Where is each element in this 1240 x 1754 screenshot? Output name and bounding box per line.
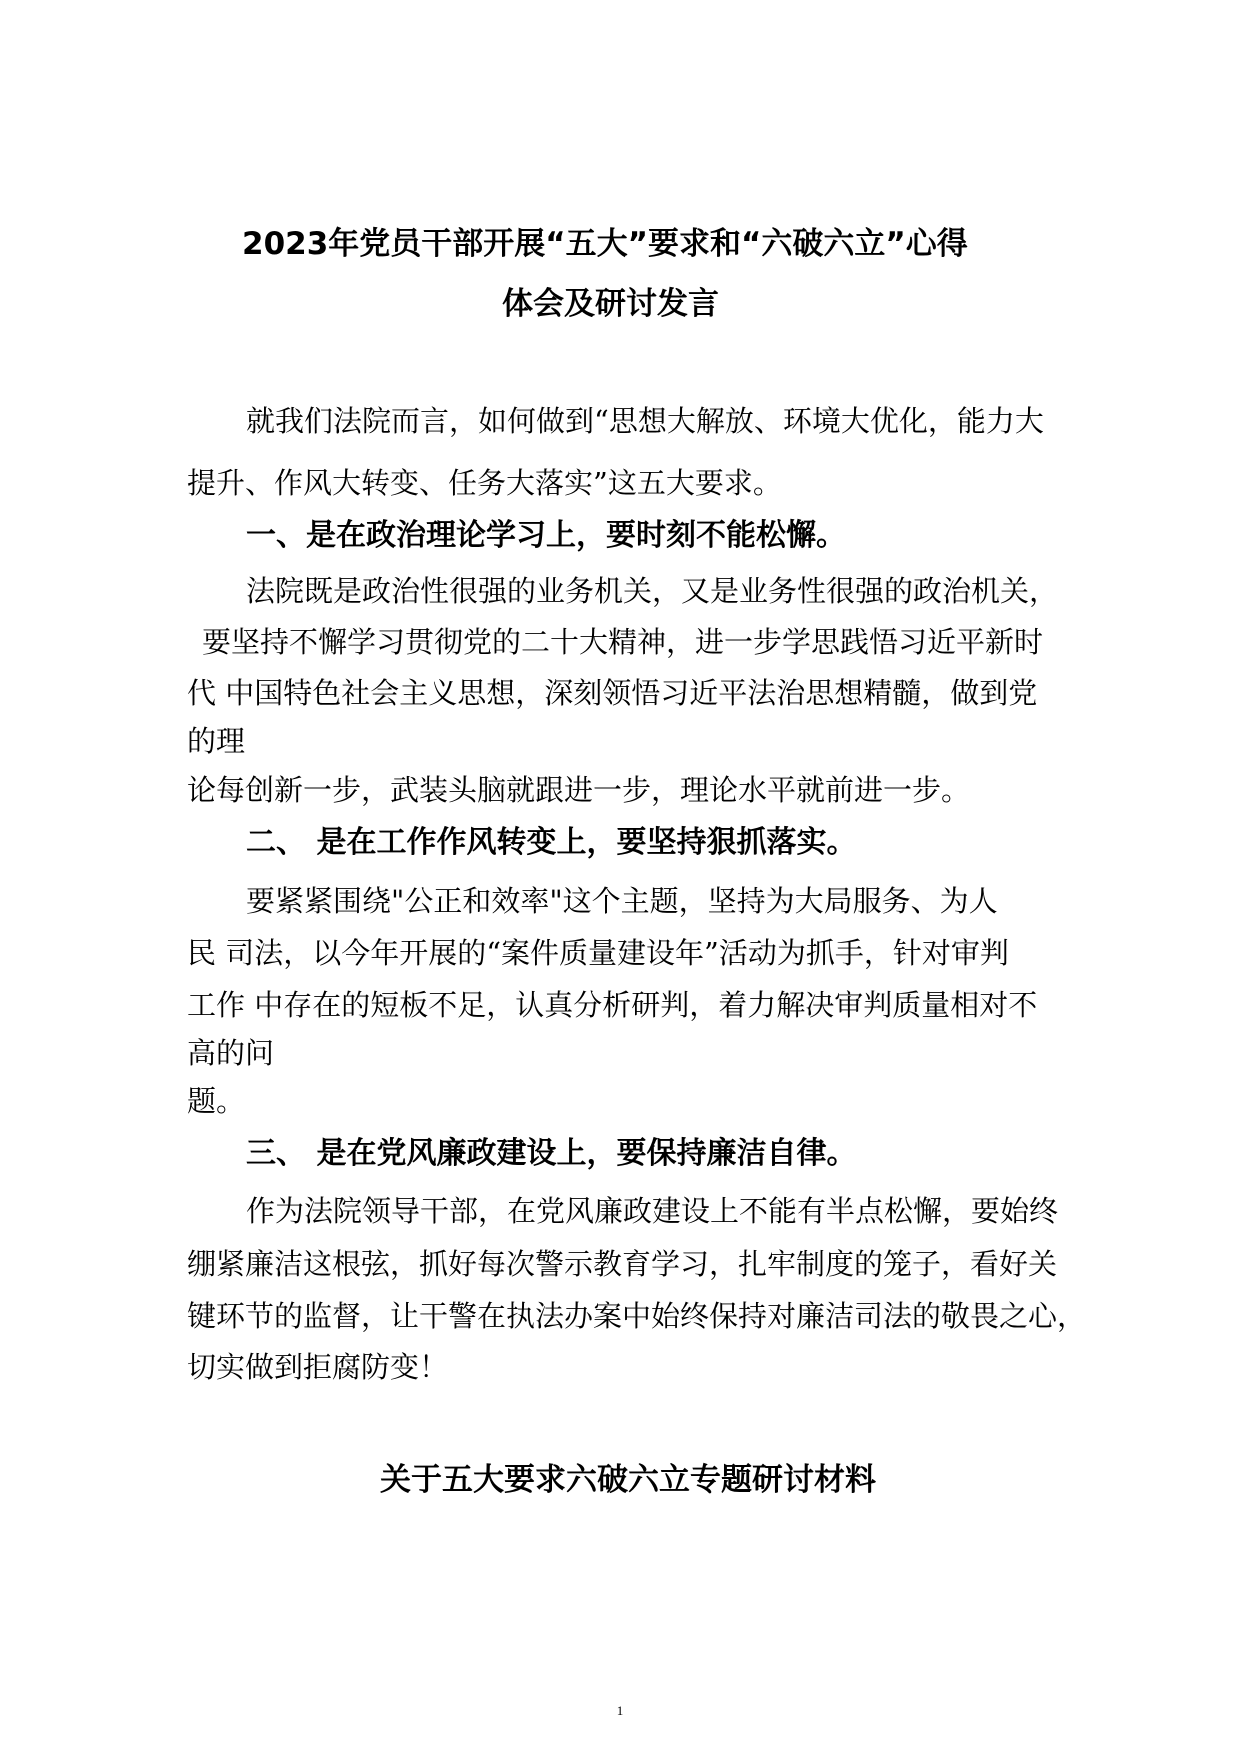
paragraph-1-line-2: 要坚持不懈学习贯彻党的二十大精神，进一步学思践悟习近平新时 — [202, 625, 1044, 659]
paragraph-3-line-3: 键环节的监督，让干警在执法办案中始终保持对廉洁司法的敬畏之心， — [187, 1299, 1087, 1333]
paragraph-3-line-1: 作为法院领导干部，在党风廉政建设上不能有半点松懈，要始终 — [246, 1194, 1059, 1228]
paragraph-3-line-4: 切实做到拒腐防变！ — [187, 1350, 449, 1384]
heading-3: 三、 是在党风廉政建设上，要保持廉洁自律。 — [246, 1136, 857, 1171]
page-number: 1 — [616, 1703, 624, 1718]
paragraph-1-line-5: 论每创新一步，武装头脑就跟进一步，理论水平就前进一步。 — [187, 773, 971, 807]
paragraph-1-line-1: 法院既是政治性很强的业务机关，又是业务性很强的政治机关， — [246, 574, 1059, 608]
paragraph-1-line-3: 代 中国特色社会主义思想，深刻领悟习近平法治思想精髓，做到党 — [187, 676, 1038, 710]
paragraph-2-line-3: 工作 中存在的短板不足，认真分析研判，着力解决审判质量相对不 — [187, 988, 1038, 1022]
title-line-2: 体会及研讨发言 — [502, 286, 719, 322]
paragraph-2-line-5: 题。 — [187, 1084, 246, 1118]
section-title: 关于五大要求六破六立专题研讨材料 — [380, 1462, 876, 1498]
paragraph-3-line-2: 绷紧廉洁这根弦，抓好每次警示教育学习，扎牢制度的笼子，看好关 — [187, 1247, 1058, 1281]
paragraph-2-line-2: 民 司法，以今年开展的“案件质量建设年”活动为抓手，针对审判 — [187, 936, 1009, 970]
paragraph-2-line-4: 高的问 — [187, 1036, 275, 1070]
intro-line-2: 提升、作风大转变、任务大落实”这五大要求。 — [187, 466, 782, 500]
heading-2: 二、 是在工作作风转变上，要坚持狠抓落实。 — [246, 825, 857, 860]
intro-line-1: 就我们法院而言，如何做到“思想大解放、环境大优化，能力大 — [246, 404, 1044, 438]
paragraph-1-line-4: 的理 — [187, 724, 246, 758]
heading-1: 一、是在政治理论学习上，要时刻不能松懈。 — [246, 518, 846, 553]
paragraph-2-line-1: 要紧紧围绕"公正和效率"这个主题，坚持为大局服务、为人 — [246, 884, 998, 918]
title-line-1: 2023年党员干部开展“五大”要求和“六破六立”心得 — [242, 226, 968, 262]
